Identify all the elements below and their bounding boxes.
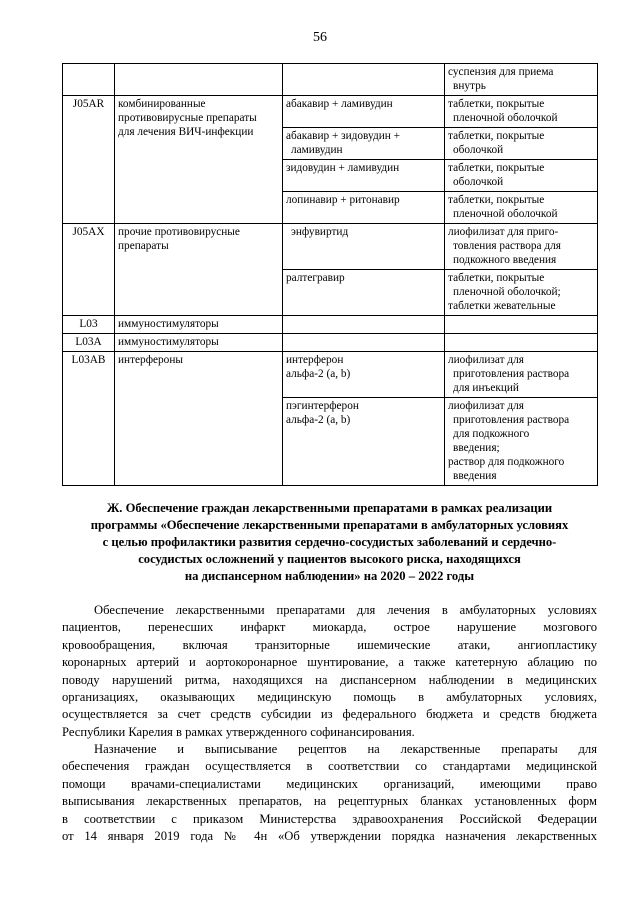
- form-text: оболочкой: [453, 144, 504, 156]
- form-text: таблетки, покрытые: [448, 194, 545, 206]
- atc-code-cell: [63, 334, 115, 352]
- inn-cell: [283, 192, 445, 224]
- inn-cell: [283, 352, 445, 398]
- form-cell: [445, 352, 598, 398]
- group-text: комбинированные: [118, 98, 206, 110]
- form-text: суспензия для приема: [448, 66, 554, 78]
- table-row: [63, 316, 598, 334]
- text-line: помощи врачами-специалистами медицинских организаций, имеющими право: [62, 776, 597, 791]
- form-cell: [445, 64, 598, 96]
- group-text: противовирусные препараты: [118, 112, 257, 124]
- inn-text: альфа-2 (a, b): [286, 414, 351, 426]
- atc-code: J05AR: [72, 98, 105, 110]
- form-text: оболочкой: [453, 176, 504, 188]
- atc-code-cell: [63, 96, 115, 224]
- atc-code-cell: [63, 352, 115, 486]
- atc-code: L03: [79, 318, 98, 330]
- group-cell: [115, 334, 283, 352]
- text-line: Обеспечение лекарственными препаратами для лечения в амбулаторных условиях: [94, 603, 597, 617]
- form-text: введения;: [453, 442, 500, 454]
- group-text: препараты: [118, 240, 169, 252]
- text-line: в соответствии с приказом Министерства здравоохранения Российской Федерации: [62, 811, 597, 826]
- group-text: интерфероны: [118, 354, 183, 366]
- form-text: пленочной оболочкой: [453, 112, 558, 124]
- group-cell: [115, 96, 283, 224]
- form-cell: [445, 96, 598, 128]
- page-number: 56: [313, 30, 327, 45]
- heading-line: сосудистых осложнений у пациентов высокого риска, находящихся: [138, 552, 521, 566]
- inn-cell: [283, 316, 445, 334]
- inn-cell: [283, 398, 445, 486]
- group-cell: [115, 64, 283, 96]
- heading-line: программы «Обеспечение лекарственными препаратами в амбулаторных условиях: [90, 518, 569, 532]
- inn-text: пэгинтерферон: [286, 400, 359, 412]
- group-cell: [115, 224, 283, 316]
- form-text: таблетки, покрытые: [448, 130, 545, 142]
- form-text: пленочной оболочкой;: [453, 286, 561, 298]
- group-text: для лечения ВИЧ-инфекции: [118, 126, 254, 138]
- text-line: обеспечения граждан осуществляется в соответствии со стандартами медицинской: [62, 759, 597, 774]
- form-text: для подкожного: [453, 428, 530, 440]
- form-text: таблетки жевательные: [448, 300, 556, 312]
- text-line: поводу нарушений ритма, находящихся на диспансерном наблюдении в медицинских: [62, 672, 597, 687]
- text-line: Республики Карелия в рамках утвержденного софинансирования.: [62, 724, 415, 739]
- form-text: лиофилизат для приго-: [448, 226, 559, 238]
- inn-cell: [283, 270, 445, 316]
- inn-text: ламивудин: [291, 144, 343, 156]
- form-text: лиофилизат для: [448, 400, 524, 412]
- text-line: коронарных артерий и аортокоронарное шунтирование, а также катетерную аблацию по: [62, 655, 597, 670]
- inn-text: альфа-2 (a, b): [286, 368, 351, 380]
- drug-table: [62, 63, 598, 486]
- group-cell: [115, 352, 283, 486]
- inn-text: лопинавир + ритонавир: [286, 194, 400, 206]
- form-text: таблетки, покрытые: [448, 162, 545, 174]
- table-row: [63, 96, 598, 128]
- form-text: товления раствора для: [453, 240, 561, 252]
- heading-line: с целью профилактики развития сердечно-сосудистых заболеваний и сердечно-: [102, 535, 557, 549]
- paragraph-2: [62, 741, 597, 845]
- form-text: раствор для подкожного: [448, 456, 565, 468]
- table-row: [63, 334, 598, 352]
- atc-code-cell: [63, 224, 115, 316]
- form-cell: [445, 398, 598, 486]
- text-line: кровообращения, включая транзиторные ишемические атаки, ангиопластику: [62, 637, 597, 652]
- inn-text: абакавир + ламивудин: [286, 98, 393, 110]
- group-text: иммуностимуляторы: [118, 318, 219, 330]
- form-cell: [445, 224, 598, 270]
- inn-text: зидовудин + ламивудин: [286, 162, 400, 174]
- text-line: Назначение и выписывание рецептов на лекарственные препараты для: [94, 742, 597, 756]
- form-text: для инъекций: [453, 382, 519, 394]
- form-text: подкожного введения: [453, 254, 557, 266]
- form-cell: [445, 160, 598, 192]
- form-cell: [445, 270, 598, 316]
- text-line: выписывания лекарственных препаратов, на рецептурных бланках установленных форм: [62, 794, 597, 809]
- form-cell: [445, 192, 598, 224]
- form-cell: [445, 334, 598, 352]
- paragraph-1: [62, 602, 597, 741]
- atc-code-cell: [63, 64, 115, 96]
- group-cell: [115, 316, 283, 334]
- inn-cell: [283, 64, 445, 96]
- form-text: лиофилизат для: [448, 354, 524, 366]
- inn-cell: [283, 224, 445, 270]
- section-heading: [62, 500, 597, 585]
- inn-text: интерферон: [286, 354, 344, 366]
- form-text: таблетки, покрытые: [448, 272, 545, 284]
- inn-cell: [283, 96, 445, 128]
- table-row: [63, 64, 598, 96]
- inn-cell: [283, 334, 445, 352]
- atc-code-cell: [63, 316, 115, 334]
- form-text: пленочной оболочкой: [453, 208, 558, 220]
- inn-text: энфувиртид: [291, 226, 349, 238]
- form-cell: [445, 316, 598, 334]
- heading-line: Ж. Обеспечение граждан лекарственными препаратами в рамках реализации: [106, 501, 553, 515]
- inn-text: абакавир + зидовудин +: [286, 130, 400, 142]
- text-line: организациях, оказывающих медицинскую помощь в амбулаторных условиях,: [62, 690, 597, 705]
- text-line: пациентов, перенесших инфаркт миокарда, острое нарушение мозгового: [62, 620, 597, 635]
- atc-code: L03AB: [71, 354, 106, 366]
- text-line: осуществляется за счет средств субсидии из федерального бюджета и средств бюджета: [62, 707, 597, 722]
- form-cell: [445, 128, 598, 160]
- atc-code: L03A: [75, 336, 102, 348]
- inn-cell: [283, 128, 445, 160]
- text-line: от 14 января 2019 года № 4н «Об утверждении порядка назначения лекарственных: [62, 829, 597, 844]
- form-text: приготовления раствора: [453, 414, 570, 426]
- table-row: [63, 224, 598, 270]
- inn-cell: [283, 160, 445, 192]
- form-text: таблетки, покрытые: [448, 98, 545, 110]
- inn-text: ралтегравир: [286, 272, 345, 284]
- table-row: [63, 352, 598, 398]
- group-text: прочие противовирусные: [118, 226, 240, 238]
- form-text: введения: [453, 470, 497, 482]
- group-text: иммуностимуляторы: [118, 336, 219, 348]
- form-text: приготовления раствора: [453, 368, 570, 380]
- form-text: внутрь: [453, 80, 486, 92]
- atc-code: J05AX: [72, 226, 105, 238]
- heading-line: на диспансерном наблюдении» на 2020 – 2022 годы: [184, 569, 475, 583]
